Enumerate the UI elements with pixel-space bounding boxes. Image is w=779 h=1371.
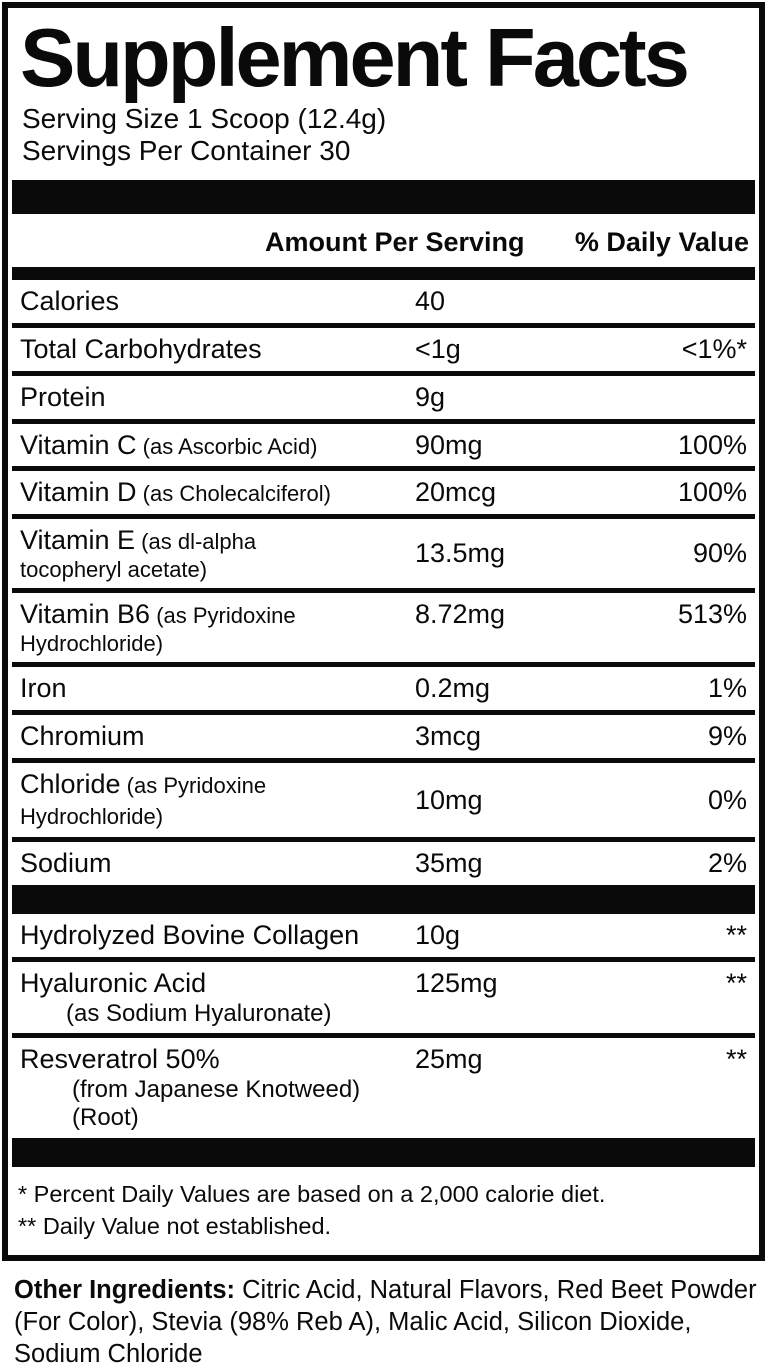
nutrient-daily-value: **: [725, 1044, 747, 1075]
nutrient-row-vitamin-b6: [12, 593, 755, 667]
servings-per-container-line: Servings Per Container 30: [22, 135, 351, 167]
nutrient-name-note: (as dl-alpha: [135, 529, 257, 555]
other-ingredients: [14, 1274, 777, 1371]
footnote-percent-daily-values: * Percent Daily Values are based on a 2,000 calorie diet.: [18, 1180, 606, 1207]
nutrient-name-note-line2: (as Sodium Hyaluronate): [66, 999, 332, 1027]
nutrient-amount: 35mg: [415, 848, 483, 879]
nutrient-amount: 9g: [415, 381, 446, 412]
other-ingredients-label: Other Ingredients:: [14, 1275, 236, 1304]
supplement-facts-panel: [2, 2, 765, 1261]
footnote-daily-value-not-established: ** Daily Value not established.: [18, 1213, 332, 1240]
nutrient-name: Hyaluronic Acid (as Sodium Hyaluronate): [20, 968, 406, 1028]
nutrient-row-vitamin-e: [12, 519, 755, 593]
nutrient-name: Sodium: [20, 848, 112, 879]
panel-title: Supplement Facts: [20, 11, 687, 104]
nutrient-amount: 40: [415, 285, 446, 316]
nutrient-row-hyaluronic-acid: [12, 962, 755, 1038]
nutrient-amount: 10mg: [415, 784, 483, 815]
nutrient-daily-value: 0%: [707, 784, 747, 815]
nutrient-name: Resveratrol 50% (from Japanese Knotweed) (Root): [20, 1044, 406, 1132]
nutrient-daily-value: 90%: [692, 538, 747, 569]
nutrient-rows-main: [8, 280, 759, 885]
nutrient-amount: 0.2mg: [415, 672, 491, 703]
nutrient-name: Vitamin D (as Cholecalciferol): [20, 477, 331, 508]
nutrient-name: Vitamin B6 (as Pyridoxine Hydrochloride): [20, 599, 406, 657]
divider-bar-under-header: [12, 267, 755, 280]
nutrient-daily-value: 9%: [707, 720, 747, 751]
nutrient-row-sodium: [12, 842, 755, 885]
nutrient-name-note: (as Pyridoxine: [150, 603, 296, 629]
nutrient-name: Iron: [20, 672, 67, 703]
divider-bar-top: [12, 180, 755, 214]
nutrient-name: Total Carbohydrates: [20, 333, 262, 364]
nutrient-amount: 8.72mg: [415, 599, 506, 630]
nutrient-amount: 3mcg: [415, 720, 482, 751]
nutrient-name-note: (as Cholecalciferol): [136, 481, 331, 507]
nutrient-daily-value: 513%: [677, 599, 747, 630]
nutrient-name-note-line2: Hydrochloride): [20, 630, 164, 656]
nutrient-name-note: (as Ascorbic Acid): [136, 433, 318, 459]
nutrient-daily-value: 2%: [707, 848, 747, 879]
nutrient-row-vitamin-c: [12, 424, 755, 472]
other-ingredients-text: Citric Acid, Natural Flavors, Red Beet Powder (For Color), Stevia (98% Reb A), Malic Acid, Silicon Dioxide, Sodium Chloride: [14, 1275, 757, 1369]
nutrient-name-note-line2: (from Japanese Knotweed) (Root): [72, 1076, 361, 1132]
nutrient-daily-value: 100%: [677, 429, 747, 460]
nutrient-daily-value: 1%: [707, 672, 747, 703]
nutrient-row-resveratrol-50: [12, 1038, 755, 1137]
nutrient-row-vitamin-d: [12, 471, 755, 519]
nutrient-name: Vitamin C (as Ascorbic Acid): [20, 429, 318, 460]
nutrient-amount: 125mg: [415, 968, 498, 999]
nutrient-amount: 13.5mg: [415, 538, 506, 569]
nutrient-amount: 20mcg: [415, 477, 497, 508]
nutrient-rows-botanical: [8, 914, 759, 1138]
nutrient-row-total-carbohydrates: [12, 328, 755, 376]
nutrient-amount: 90mg: [415, 429, 483, 460]
nutrient-name: Chloride (as Pyridoxine Hydrochloride): [20, 768, 267, 830]
column-header-amount-per-serving: Amount Per Serving: [265, 226, 525, 257]
column-header-daily-value: % Daily Value: [574, 226, 749, 257]
serving-size-line: Serving Size 1 Scoop (12.4g): [22, 103, 387, 134]
nutrient-row-protein: [12, 376, 755, 424]
nutrient-name-note-line2: tocopheryl acetate): [20, 557, 208, 583]
nutrient-row-calories: [12, 280, 755, 328]
nutrient-row-iron: [12, 667, 755, 715]
nutrient-row-chromium: [12, 715, 755, 763]
supplement-label-page: [0, 2, 779, 1369]
nutrient-name: Chromium: [20, 720, 145, 751]
nutrient-name: Hydrolyzed Bovine Collagen: [20, 920, 360, 951]
nutrient-row-hydrolyzed-bovine-collagen: [12, 914, 755, 962]
footnotes: [18, 1178, 749, 1243]
nutrient-daily-value: **: [725, 968, 747, 999]
divider-bar-middle: [12, 885, 755, 914]
nutrient-name-note: (as Pyridoxine Hydrochloride): [20, 772, 267, 830]
nutrient-amount: 25mg: [415, 1044, 483, 1075]
nutrient-amount: <1g: [415, 333, 461, 364]
nutrient-daily-value: **: [725, 920, 747, 951]
divider-bar-bottom: [12, 1138, 755, 1167]
column-header-row: [18, 214, 749, 267]
nutrient-name: Vitamin E (as dl-alpha tocopheryl acetate): [20, 525, 406, 583]
nutrient-daily-value: <1%*: [681, 333, 747, 364]
nutrient-daily-value: 100%: [677, 477, 747, 508]
nutrient-name: Protein: [20, 381, 106, 412]
nutrient-amount: 10g: [415, 920, 461, 951]
nutrient-name: Calories: [20, 285, 120, 316]
nutrient-row-chloride: [12, 763, 755, 843]
